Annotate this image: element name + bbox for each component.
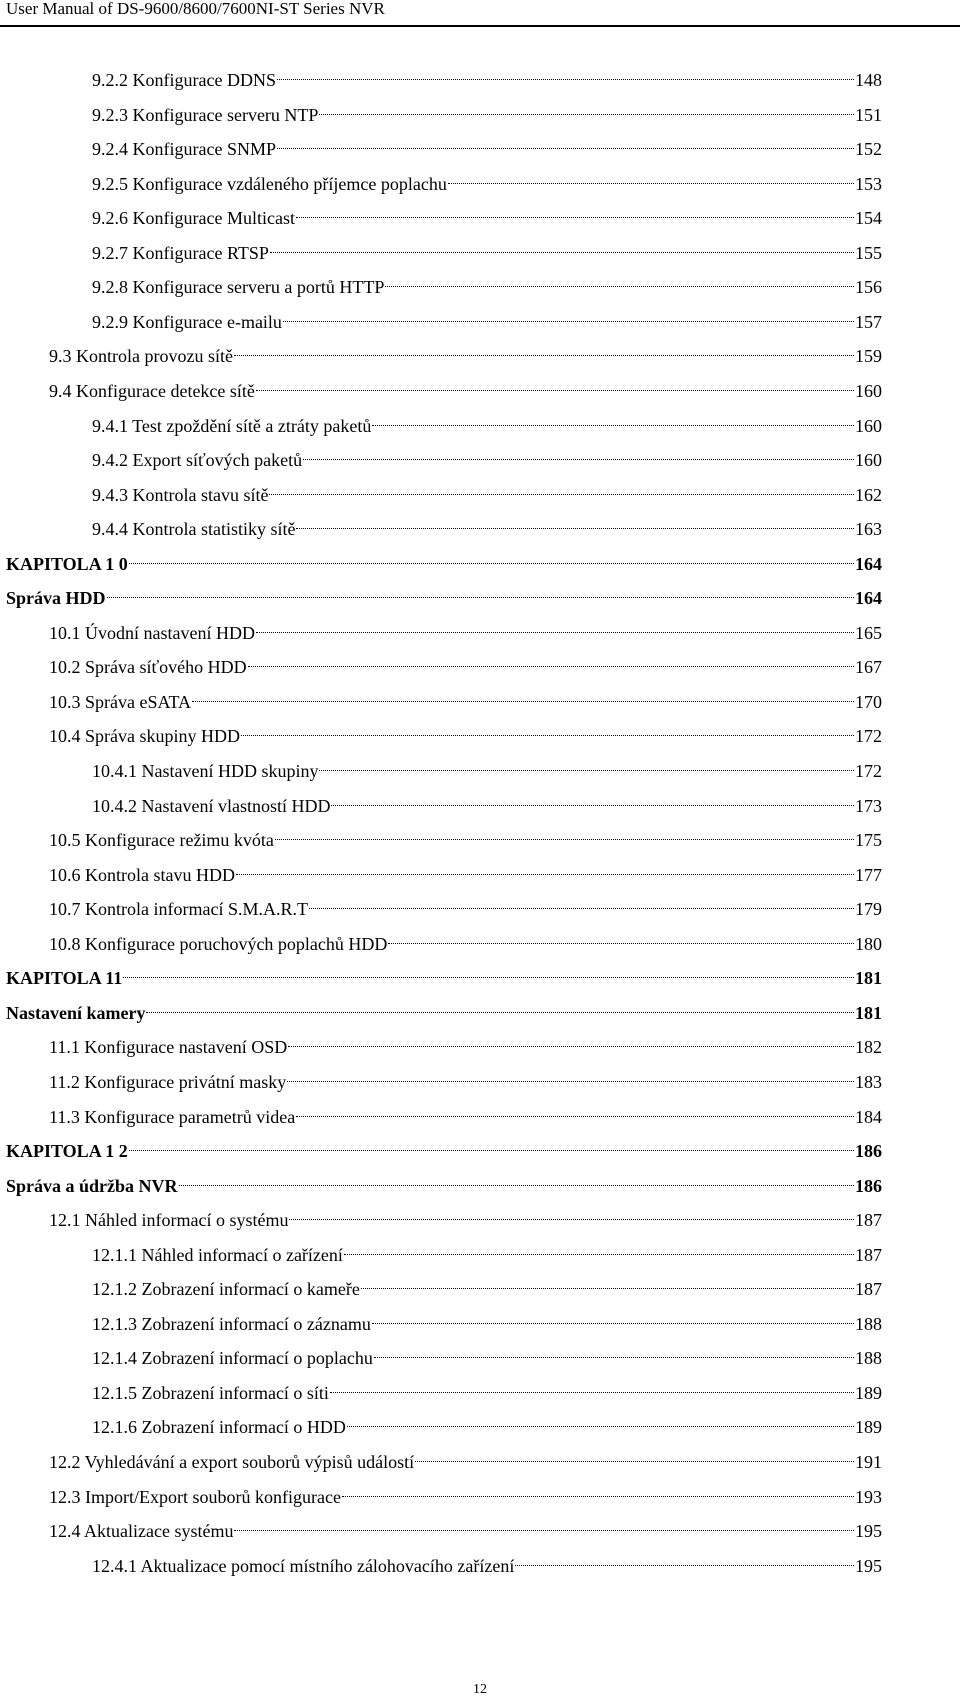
dot-leader xyxy=(275,839,854,840)
toc-entry-title: Správa a údržba NVR xyxy=(6,1175,178,1196)
toc-entry-page: 170 xyxy=(855,691,882,712)
toc-entry[interactable] xyxy=(49,927,882,962)
toc-entry-title: 9.4.2 Export síťových paketů xyxy=(92,450,303,471)
dot-leader xyxy=(344,1254,854,1255)
toc-entry[interactable] xyxy=(92,478,882,513)
toc-entry-page: 152 xyxy=(855,139,882,160)
toc-entry-page: 179 xyxy=(855,899,882,920)
dot-leader xyxy=(342,1496,854,1497)
dot-leader xyxy=(385,286,854,287)
dot-leader xyxy=(283,321,854,322)
dot-leader xyxy=(146,1012,854,1013)
toc-entry-page: 164 xyxy=(855,588,882,609)
toc-entry-page: 186 xyxy=(855,1175,882,1196)
toc-entry-page: 175 xyxy=(855,830,882,851)
toc-entry-title: 11.2 Konfigurace privátní masky xyxy=(49,1071,287,1092)
dot-leader xyxy=(123,977,854,978)
dot-leader xyxy=(296,217,854,218)
dot-leader xyxy=(309,908,854,909)
toc-entry-title: 12.1.3 Zobrazení informací o záznamu xyxy=(92,1313,371,1334)
toc-entry-title: Nastavení kamery xyxy=(6,1002,146,1023)
toc-chapter-entry[interactable] xyxy=(6,996,882,1031)
toc-entry[interactable] xyxy=(49,1065,882,1100)
toc-entry-page: 163 xyxy=(855,519,882,540)
toc-entry-page: 167 xyxy=(855,657,882,678)
toc-entry-title: 10.6 Kontrola stavu HDD xyxy=(49,864,235,885)
toc-entry-title: 9.4.1 Test zpoždění sítě a ztráty paketů xyxy=(92,415,372,436)
toc-entry-title: 12.1.1 Náhled informací o zařízení xyxy=(92,1244,343,1265)
toc-entry-title: 10.3 Správa eSATA xyxy=(49,691,192,712)
toc-entry-page: 187 xyxy=(855,1210,882,1231)
toc-entry[interactable] xyxy=(49,892,882,927)
toc-chapter-entry[interactable] xyxy=(6,581,882,616)
dot-leader xyxy=(234,1530,854,1531)
toc-entry-page: 183 xyxy=(855,1071,882,1092)
dot-leader xyxy=(179,1185,854,1186)
toc-entry[interactable] xyxy=(49,374,882,409)
toc-entry-page: 162 xyxy=(855,484,882,505)
dot-leader xyxy=(269,494,854,495)
toc-entry[interactable] xyxy=(92,1272,882,1307)
toc-entry-title: 10.4.1 Nastavení HDD skupiny xyxy=(92,761,319,781)
toc-entry[interactable] xyxy=(49,719,882,754)
toc-entry-page: 165 xyxy=(855,622,882,643)
toc-entry-title: 10.8 Konfigurace poruchových poplachů HDD xyxy=(49,933,388,954)
dot-leader xyxy=(372,425,854,426)
toc-entry-title: 12.2 Vyhledávání a export souborů výpisů událostí xyxy=(49,1452,415,1472)
dot-leader xyxy=(192,701,854,702)
toc-entry-page: 189 xyxy=(855,1382,882,1403)
toc-entry-page: 177 xyxy=(855,864,882,885)
dot-leader xyxy=(330,1392,854,1393)
toc-entry-page: 189 xyxy=(855,1417,882,1438)
toc-entry-page: 156 xyxy=(855,277,882,298)
dot-leader xyxy=(319,770,854,771)
toc-entry-title: 12.3 Import/Export souborů konfigurace xyxy=(49,1486,341,1507)
toc-entry-title: 12.4 Aktualizace systému xyxy=(49,1521,234,1542)
dot-leader xyxy=(234,355,854,356)
toc-entry[interactable] xyxy=(92,270,882,305)
toc-entry-page: 184 xyxy=(855,1106,882,1127)
toc-entry[interactable] xyxy=(49,858,882,893)
dot-leader xyxy=(347,1426,854,1427)
toc-entry[interactable] xyxy=(92,132,882,167)
toc-chapter-entry[interactable] xyxy=(6,1169,882,1204)
toc-entry-page: 193 xyxy=(855,1486,882,1507)
dot-leader xyxy=(303,459,854,460)
toc-entry-title: 10.4 Správa skupiny HDD xyxy=(49,726,240,747)
dot-leader xyxy=(374,1357,854,1358)
toc-entry-page: 195 xyxy=(855,1555,882,1576)
page-footer xyxy=(0,1682,960,1698)
toc-entry-title: 10.4.2 Nastavení vlastností HDD xyxy=(92,795,331,816)
dot-leader xyxy=(372,1323,854,1324)
toc-entry[interactable] xyxy=(92,1238,882,1273)
toc-entry-page: 195 xyxy=(855,1521,882,1542)
toc-entry[interactable] xyxy=(92,167,882,202)
dot-leader xyxy=(319,114,854,115)
toc-entry[interactable] xyxy=(92,98,882,133)
toc-entry-title: KAPITOLA 11 xyxy=(6,968,123,989)
dot-leader xyxy=(248,666,854,667)
toc-entry-title: 9.2.3 Konfigurace serveru NTP xyxy=(92,104,319,125)
dot-leader xyxy=(129,563,854,564)
toc-entry[interactable] xyxy=(49,1445,882,1480)
toc-entry[interactable] xyxy=(49,650,882,685)
toc-entry[interactable] xyxy=(92,443,882,478)
toc-entry[interactable] xyxy=(49,1514,882,1549)
toc-entry-page: 160 xyxy=(855,415,882,436)
toc-entry-title: 10.7 Kontrola informací S.M.A.R.T xyxy=(49,899,308,920)
toc-entry-title: 11.1 Konfigurace nastavení OSD xyxy=(49,1037,288,1058)
toc-entry-title: Správa HDD xyxy=(6,588,106,609)
dot-leader xyxy=(415,1461,854,1462)
toc-entry[interactable] xyxy=(49,685,882,720)
toc-entry-page: 151 xyxy=(855,104,882,125)
toc-entry[interactable] xyxy=(92,409,882,444)
toc-entry-title: 9.2.5 Konfigurace vzdáleného příjemce poplachu xyxy=(92,173,447,194)
dot-leader xyxy=(236,874,854,875)
toc-entry-title: KAPITOLA 1 0 xyxy=(6,553,128,574)
toc-entry-title: 9.2.8 Konfigurace serveru a portů HTTP xyxy=(92,277,385,298)
toc-entry-page: 155 xyxy=(855,242,882,263)
toc-entry-title: 9.3 Kontrola provozu sítě xyxy=(49,346,233,367)
toc-entry-title: 9.2.7 Konfigurace RTSP xyxy=(92,242,269,263)
toc-entry-title: 9.4.4 Kontrola statistiky sítě xyxy=(92,519,296,540)
toc-chapter-entry[interactable] xyxy=(6,547,882,582)
header-title: User Manual of DS-9600/8600/7600NI-ST Series NVR xyxy=(6,0,385,18)
toc-entry[interactable] xyxy=(92,1376,882,1411)
toc-entry-page: 164 xyxy=(855,553,882,574)
toc-entry-page: 181 xyxy=(855,1002,882,1023)
toc-entry[interactable] xyxy=(92,754,882,789)
dot-leader xyxy=(129,1150,854,1151)
dot-leader xyxy=(296,528,854,529)
dot-leader xyxy=(241,735,854,736)
toc-entry-page: 186 xyxy=(855,1141,882,1162)
dot-leader xyxy=(277,79,854,80)
toc-entry[interactable] xyxy=(92,305,882,340)
toc-entry-page: 182 xyxy=(855,1037,882,1058)
toc-entry-page: 172 xyxy=(855,726,882,747)
toc-entry[interactable] xyxy=(92,63,882,98)
dot-leader xyxy=(287,1081,854,1082)
toc-entry[interactable] xyxy=(92,236,882,271)
toc-entry-page: 153 xyxy=(855,173,882,194)
toc-entry-page: 160 xyxy=(855,450,882,471)
toc-entry-title: 11.3 Konfigurace parametrů videa xyxy=(49,1106,296,1127)
dot-leader xyxy=(270,252,854,253)
toc-entry[interactable] xyxy=(49,1203,882,1238)
toc-entry-title: 12.1.2 Zobrazení informací o kameře xyxy=(92,1279,360,1300)
toc-entry-page: 157 xyxy=(855,311,882,332)
toc-entry-title: 12.1.6 Zobrazení informací o HDD xyxy=(92,1417,346,1438)
dot-leader xyxy=(331,805,854,806)
toc-entry[interactable] xyxy=(92,512,882,547)
toc-entry[interactable] xyxy=(49,339,882,374)
dot-leader xyxy=(448,183,854,184)
toc-entry-title: 9.2.4 Konfigurace SNMP xyxy=(92,139,276,160)
dot-leader xyxy=(361,1288,854,1289)
toc-entry-title: 9.2.9 Konfigurace e-mailu xyxy=(92,311,282,332)
toc-entry-title: 10.1 Úvodní nastavení HDD xyxy=(49,622,255,643)
toc-entry-title: 9.2.2 Konfigurace DDNS xyxy=(92,70,276,90)
toc-entry[interactable] xyxy=(92,1341,882,1376)
toc-entry[interactable] xyxy=(49,1030,882,1065)
toc-entry-title: 12.1 Náhled informací o systému xyxy=(49,1210,289,1231)
toc-entry[interactable] xyxy=(92,1549,882,1584)
toc-entry-title: 9.2.6 Konfigurace Multicast xyxy=(92,208,295,229)
toc-entry-page: 159 xyxy=(855,346,882,367)
toc-entry-page: 181 xyxy=(855,968,882,989)
toc-entry-page: 148 xyxy=(855,70,882,90)
toc-entry-title: 10.5 Konfigurace režimu kvóta xyxy=(49,830,274,851)
toc-chapter-entry[interactable] xyxy=(6,961,882,996)
toc-entry-title: 9.4.3 Kontrola stavu sítě xyxy=(92,484,269,505)
dot-leader xyxy=(388,943,854,944)
toc-entry-page: 180 xyxy=(855,933,882,954)
dot-leader xyxy=(288,1046,854,1047)
dot-leader xyxy=(256,390,854,391)
toc-entry[interactable] xyxy=(49,1100,882,1135)
toc-entry[interactable] xyxy=(49,616,882,651)
toc-entry-page: 172 xyxy=(855,761,882,781)
toc-entry-page: 160 xyxy=(855,380,882,401)
dot-leader xyxy=(515,1565,854,1566)
toc-entry[interactable] xyxy=(49,1480,882,1515)
toc-entry[interactable] xyxy=(92,789,882,824)
dot-leader xyxy=(289,1219,854,1220)
toc-entry-page: 154 xyxy=(855,208,882,229)
dot-leader xyxy=(256,632,854,633)
dot-leader xyxy=(277,148,854,149)
page-number: 12 xyxy=(473,1682,487,1697)
toc-chapter-entry[interactable] xyxy=(6,1134,882,1169)
toc-entry[interactable] xyxy=(92,1410,882,1445)
toc-entry-page: 188 xyxy=(855,1313,882,1334)
toc-entry[interactable] xyxy=(49,823,882,858)
toc-entry-page: 187 xyxy=(855,1244,882,1265)
toc-entry-page: 188 xyxy=(855,1348,882,1369)
toc-entry-title: 12.1.4 Zobrazení informací o poplachu xyxy=(92,1348,373,1369)
dot-leader xyxy=(296,1116,854,1117)
toc-entry-title: 10.2 Správa síťového HDD xyxy=(49,657,247,678)
toc-entry-page: 187 xyxy=(855,1279,882,1300)
dot-leader xyxy=(107,597,854,598)
toc-entry[interactable] xyxy=(92,1307,882,1342)
toc-entry-page: 191 xyxy=(855,1452,882,1472)
toc-entry-title: KAPITOLA 1 2 xyxy=(6,1141,128,1162)
toc-entry-title: 9.4 Konfigurace detekce sítě xyxy=(49,380,255,401)
header-divider xyxy=(0,25,960,27)
toc-entry-title: 12.4.1 Aktualizace pomocí místního zálohovacího zařízení xyxy=(92,1555,515,1576)
toc-entry-title: 12.1.5 Zobrazení informací o síti xyxy=(92,1382,329,1403)
toc-entry-page: 173 xyxy=(855,795,882,816)
toc-entry[interactable] xyxy=(92,201,882,236)
